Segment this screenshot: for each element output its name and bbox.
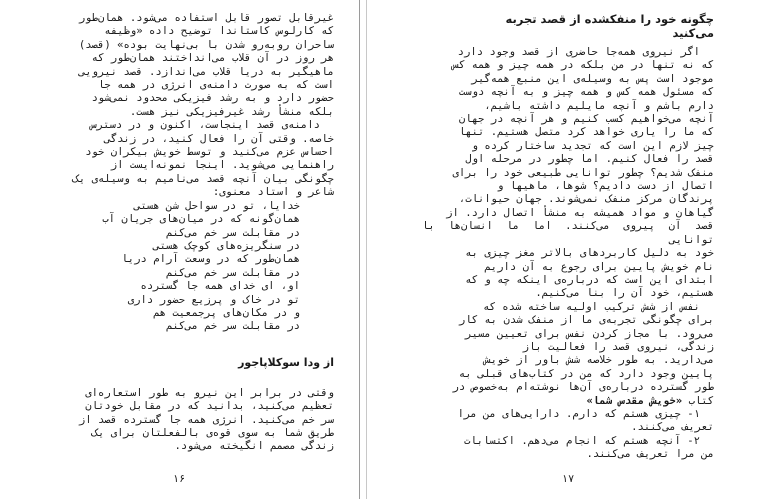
- text-line: برای چگونگی تجربه‌ی ما از منفک شدن به کار: [458, 314, 714, 327]
- text-line: پرندگان مرکز منفک نمی‌شوند. جهان حیوانات،: [458, 193, 714, 206]
- text-line: که نه تنها در من بلکه در همه چیز و همه کس: [452, 59, 714, 72]
- text-line: موجود است پس به وسیله‌ی این منبع همه‌گیر: [471, 72, 714, 85]
- text-line: سر خم می‌کنید. انرژی همه جا گسترده قصد از: [78, 413, 334, 426]
- left-paragraph-3: [32, 387, 334, 454]
- book-title: «خویش مقدس شما»: [586, 394, 683, 407]
- text-line: احساس عزم می‌کنید و توسط خویش بیکران خود: [85, 146, 334, 159]
- text-line: ساحران روبه‌رو شدن با بی‌نهایت بوده» (قصد): [78, 38, 334, 51]
- text-line: ۲- آنچه هستم که انجام می‌دهم. اکتسابات: [464, 434, 700, 447]
- text-line: هر روز در آن قلاب می‌انداختند همان‌طور که: [91, 52, 334, 65]
- text-line: خود به دلیل کاربردهای بالاتر مغز چیزی به: [465, 247, 714, 260]
- text-line: ابتدای این است که درباره‌ی اینکه چه و که: [465, 273, 714, 286]
- text-line: [422, 395, 714, 408]
- text-line: منفک شدیم؟ چطور توانایی طبیعی خود را برای: [452, 166, 714, 179]
- text-line: قصد را فعال کنیم. اما چطور در مرحله اول: [465, 153, 714, 166]
- text-line: دارم باشم و آنچه مایلیم داشته باشیم،: [484, 99, 714, 112]
- text-line: زندگی مصمم انگیخته می‌شود.: [174, 440, 334, 453]
- list-item-2: [422, 435, 714, 462]
- text-line: طور گسترده درباره‌ی آن‌ها نوشته‌ام به‌خصوص در: [452, 381, 714, 394]
- text-line: تعریف می‌کنند.: [631, 421, 714, 434]
- right-paragraph-2: [422, 301, 714, 408]
- text-line: چیز لازم این است که تجدید ساختار کرده و: [471, 139, 714, 152]
- book-reference-prefix: کتاب: [682, 394, 714, 407]
- text-line: نام خویش پایین برای رجوع به آن داریم: [484, 260, 714, 273]
- chapter-heading-line: می‌کنید: [672, 26, 714, 40]
- text-line: وقتی در برابر این نیرو به طور استعاره‌ای: [85, 386, 334, 399]
- text-line: نفس از شش ترکیب اولیه ساخته شده که: [483, 300, 700, 313]
- left-paragraph-2: [32, 119, 334, 199]
- text-line: خاصه. وقتی آن را فعال کنید، در زندگی: [104, 132, 334, 145]
- page-gutter-line: [366, 0, 367, 499]
- chapter-heading-line: چگونه خود را منفکشده از قصد تجربه: [505, 12, 714, 26]
- text-line: زندگی‌، نیروی قصد را فعالیت باز: [522, 340, 714, 353]
- text-line: غیرقابل تصور قابل استفاده می‌شود. همان‌طور: [78, 12, 334, 24]
- text-line: هستیم، خود آن را بنا می‌کنیم.: [535, 287, 714, 300]
- poem-line: در مقابلت سر خم می‌کنم: [166, 320, 300, 333]
- poem-line: و در مکان‌های پرجمعیت هم: [153, 306, 300, 319]
- text-line: پایین وجود دارد که من در کتاب‌های قبلی به: [458, 367, 714, 380]
- text-line: حضور دارد و به رشد فیزیکی محدود نمی‌شود: [91, 92, 334, 105]
- text-line: چگونگی بیان آنچه قصد می‌نامیم به وسیله‌ی یک: [72, 172, 334, 185]
- poem-line: در مقابلت سر خم می‌کنم: [166, 226, 300, 239]
- text-line: بلکه منشأ رشد غیرفیزیکی نیز هست.: [129, 105, 334, 118]
- text-line: است که به صورت دامنه‌ی انرژی در همه جا: [98, 79, 334, 92]
- text-line: می‌دارید. به طور خلاصه شش باور از خویش: [484, 354, 714, 367]
- text-line: طریق شما به سوی قوه‌ی بالفعلتان برای یک: [91, 426, 334, 439]
- text-line: اگر نیروی همه‌جا حاضری از قصد وجود دارد: [457, 46, 700, 58]
- list-item-1: [422, 408, 714, 435]
- left-page: [0, 0, 358, 499]
- right-page: [368, 0, 768, 499]
- text-line: اتصال از دست دادیم؟ شوها، ماهیها و: [497, 180, 714, 193]
- page-number-right: ۱۷: [561, 473, 575, 485]
- text-line: می‌رود. با مجاز کردن نفس برای تعیین مسیر: [465, 327, 714, 340]
- text-line: گیاهان و مواد همیشه به منشأ اتصال دارد. از: [446, 206, 714, 219]
- text-line: که کارلوس کاستاندا توضیح داده «وظیفه: [104, 25, 334, 38]
- text-line: من مرا تعریف می‌کنند.: [586, 448, 714, 461]
- text-line: تعظیم می‌کنید، بدانید که در مقابل خودتان: [85, 400, 334, 413]
- right-paragraph-1: [422, 46, 714, 301]
- page-gutter-line: [359, 0, 360, 499]
- text-line: شاعر و استاد معنوی:: [212, 186, 334, 199]
- text-line: که مسئول همه کس و همه چیز و به آنچه دوست: [458, 86, 714, 99]
- section-heading: از ودا سوکلاپاجور: [238, 355, 334, 369]
- poem-line: او، ای خدای همه جا گسترده: [140, 280, 300, 293]
- poem-line: خدایا، تو در سواحل شن هستی: [134, 199, 300, 212]
- text-line: آنچه می‌خواهیم کسب کنیم و هر آنچه در جهان: [458, 113, 714, 126]
- text-line: دامنه‌ی قصد اینجاست، اکنون و در دسترس: [90, 119, 320, 132]
- poem-line: تو در خاک و پرزیع حضور داری: [127, 293, 300, 306]
- poem-line: در مقابلت سر خم می‌کنم: [166, 266, 300, 279]
- poem: [32, 200, 334, 334]
- left-paragraph-1: [32, 12, 334, 119]
- text-line: ماهیگیر به دریا قلاب می‌اندازد. قصد نیرویی: [78, 65, 334, 78]
- chapter-heading: [422, 12, 714, 40]
- text-line: که ما را یاری خواهد کرد متصل هستیم. تنها: [458, 126, 714, 139]
- text-line: ۱- چیزی هستم که دارم. دارایی‌های من مرا: [457, 407, 700, 420]
- text-line: راهنمایی می‌شوید. اینجا نمونه‌ایست از: [110, 159, 334, 172]
- poem-line: در سنگریزه‌های کوچک هستی: [153, 239, 300, 252]
- page-number-left: ۱۶: [172, 473, 186, 485]
- poem-line: همان‌گونه که در میان‌های جریان آب: [102, 213, 300, 226]
- poem-line: همان‌طور که در وسعت آرام دریا: [121, 253, 300, 266]
- text-line: قصد آن پیروی می‌کنند. اما ما انسان‌ها با توانایی: [422, 220, 714, 246]
